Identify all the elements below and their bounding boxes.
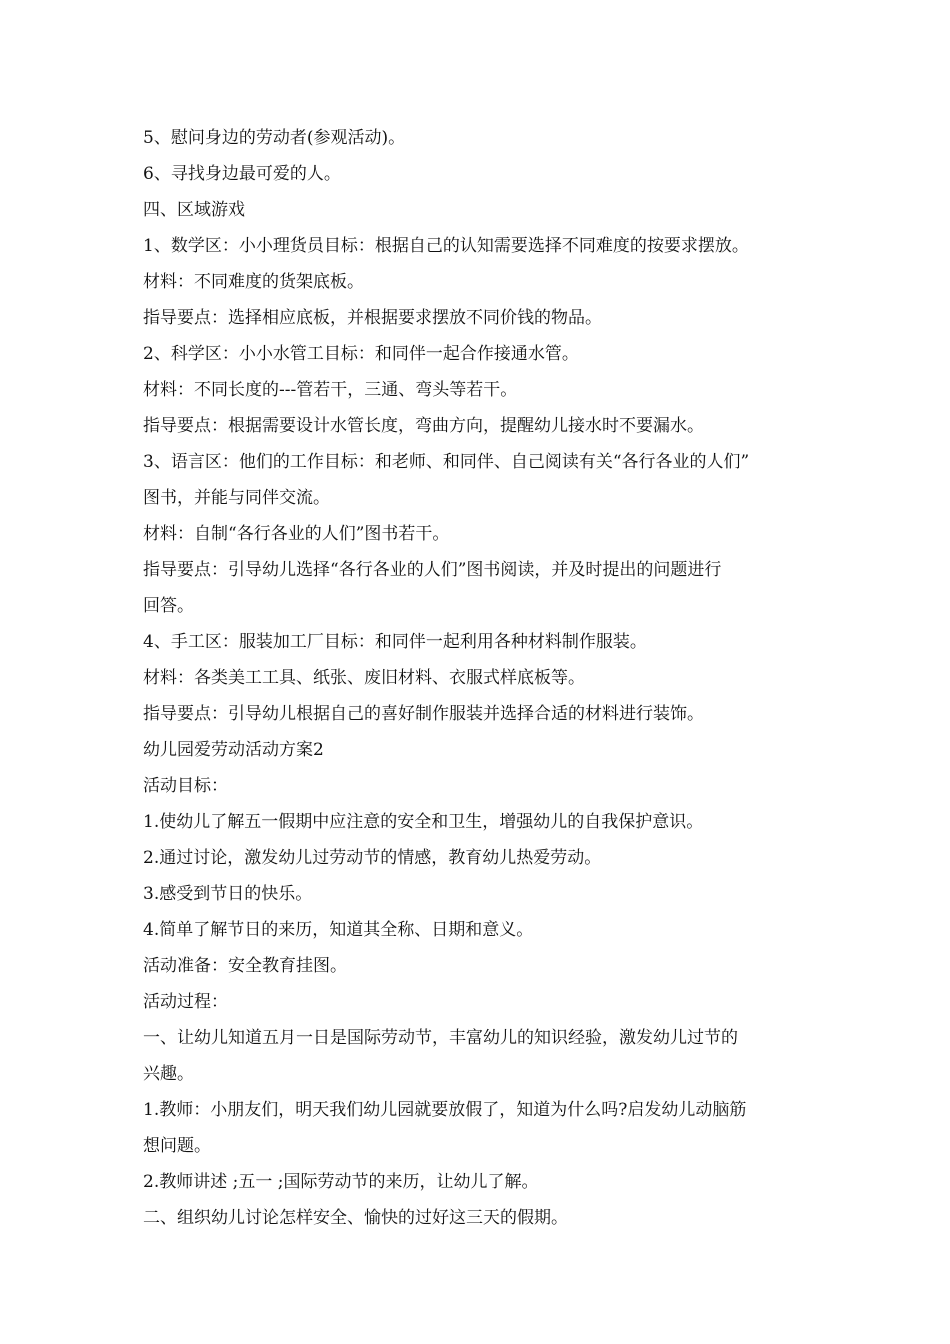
text-line: 材料：各类美工工具、纸张、废旧材料、衣服式样底板等。 xyxy=(143,668,585,688)
text-line: 2.通过讨论，激发幼儿过劳动节的情感，教育幼儿热爱劳动。 xyxy=(143,848,602,868)
text-line: 材料：不同难度的货架底板。 xyxy=(143,272,364,292)
document-title: 幼儿园爱劳动活动方案2 xyxy=(143,740,324,760)
text-line: 活动准备：安全教育挂图。 xyxy=(143,956,347,976)
text-line: 一、让幼儿知道五月一日是国际劳动节，丰富幼儿的知识经验，激发幼儿过节的 xyxy=(143,1028,738,1048)
text-line: 二、组织幼儿讨论怎样安全、愉快的过好这三天的假期。 xyxy=(143,1208,568,1228)
text-line: 兴趣。 xyxy=(143,1064,194,1084)
text-line: 2、科学区：小小水管工目标：和同伴一起合作接通水管。 xyxy=(143,344,579,364)
text-line: 回答。 xyxy=(143,596,194,616)
text-line: 4.简单了解节日的来历，知道其全称、日期和意义。 xyxy=(143,920,534,940)
text-line: 指导要点：选择相应底板，并根据要求摆放不同价钱的物品。 xyxy=(143,308,602,328)
text-line: 4、手工区：服装加工厂目标：和同伴一起利用各种材料制作服装。 xyxy=(143,632,647,652)
text-line: 材料：自制“各行各业的人们”图书若干。 xyxy=(143,524,450,544)
text-line: 活动过程： xyxy=(143,992,228,1012)
text-line: 1.使幼儿了解五一假期中应注意的安全和卫生，增强幼儿的自我保护意识。 xyxy=(143,812,704,832)
text-line: 1、数学区：小小理货员目标：根据自己的认知需要选择不同难度的按要求摆放。 xyxy=(143,236,749,256)
text-line: 1.教师：小朋友们，明天我们幼儿园就要放假了，知道为什么吗?启发幼儿动脑筋 xyxy=(143,1100,747,1120)
text-line: 材料：不同长度的---管若干，三通、弯头等若干。 xyxy=(143,380,518,400)
document-body xyxy=(143,120,813,1236)
text-line: 想问题。 xyxy=(143,1136,211,1156)
text-line: 活动目标： xyxy=(143,776,228,796)
text-line: 3.感受到节日的快乐。 xyxy=(143,884,313,904)
text-line: 指导要点：根据需要设计水管长度，弯曲方向，提醒幼儿接水时不要漏水。 xyxy=(143,416,704,436)
text-line: 指导要点：引导幼儿根据自己的喜好制作服装并选择合适的材料进行装饰。 xyxy=(143,704,704,724)
text-line: 5、慰问身边的劳动者(参观活动)。 xyxy=(143,128,406,148)
text-line: 3、语言区：他们的工作目标：和老师、和同伴、自己阅读有关“各行各业的人们” xyxy=(143,452,750,472)
text-line: 2.教师讲述 ;五一 ;国际劳动节的来历，让幼儿了解。 xyxy=(143,1172,539,1192)
text-line: 图书，并能与同伴交流。 xyxy=(143,488,330,508)
section-heading: 四、区域游戏 xyxy=(143,200,245,220)
text-line: 指导要点：引导幼儿选择“各行各业的人们”图书阅读，并及时提出的问题进行 xyxy=(143,560,722,580)
text-line: 6、寻找身边最可爱的人。 xyxy=(143,164,341,184)
